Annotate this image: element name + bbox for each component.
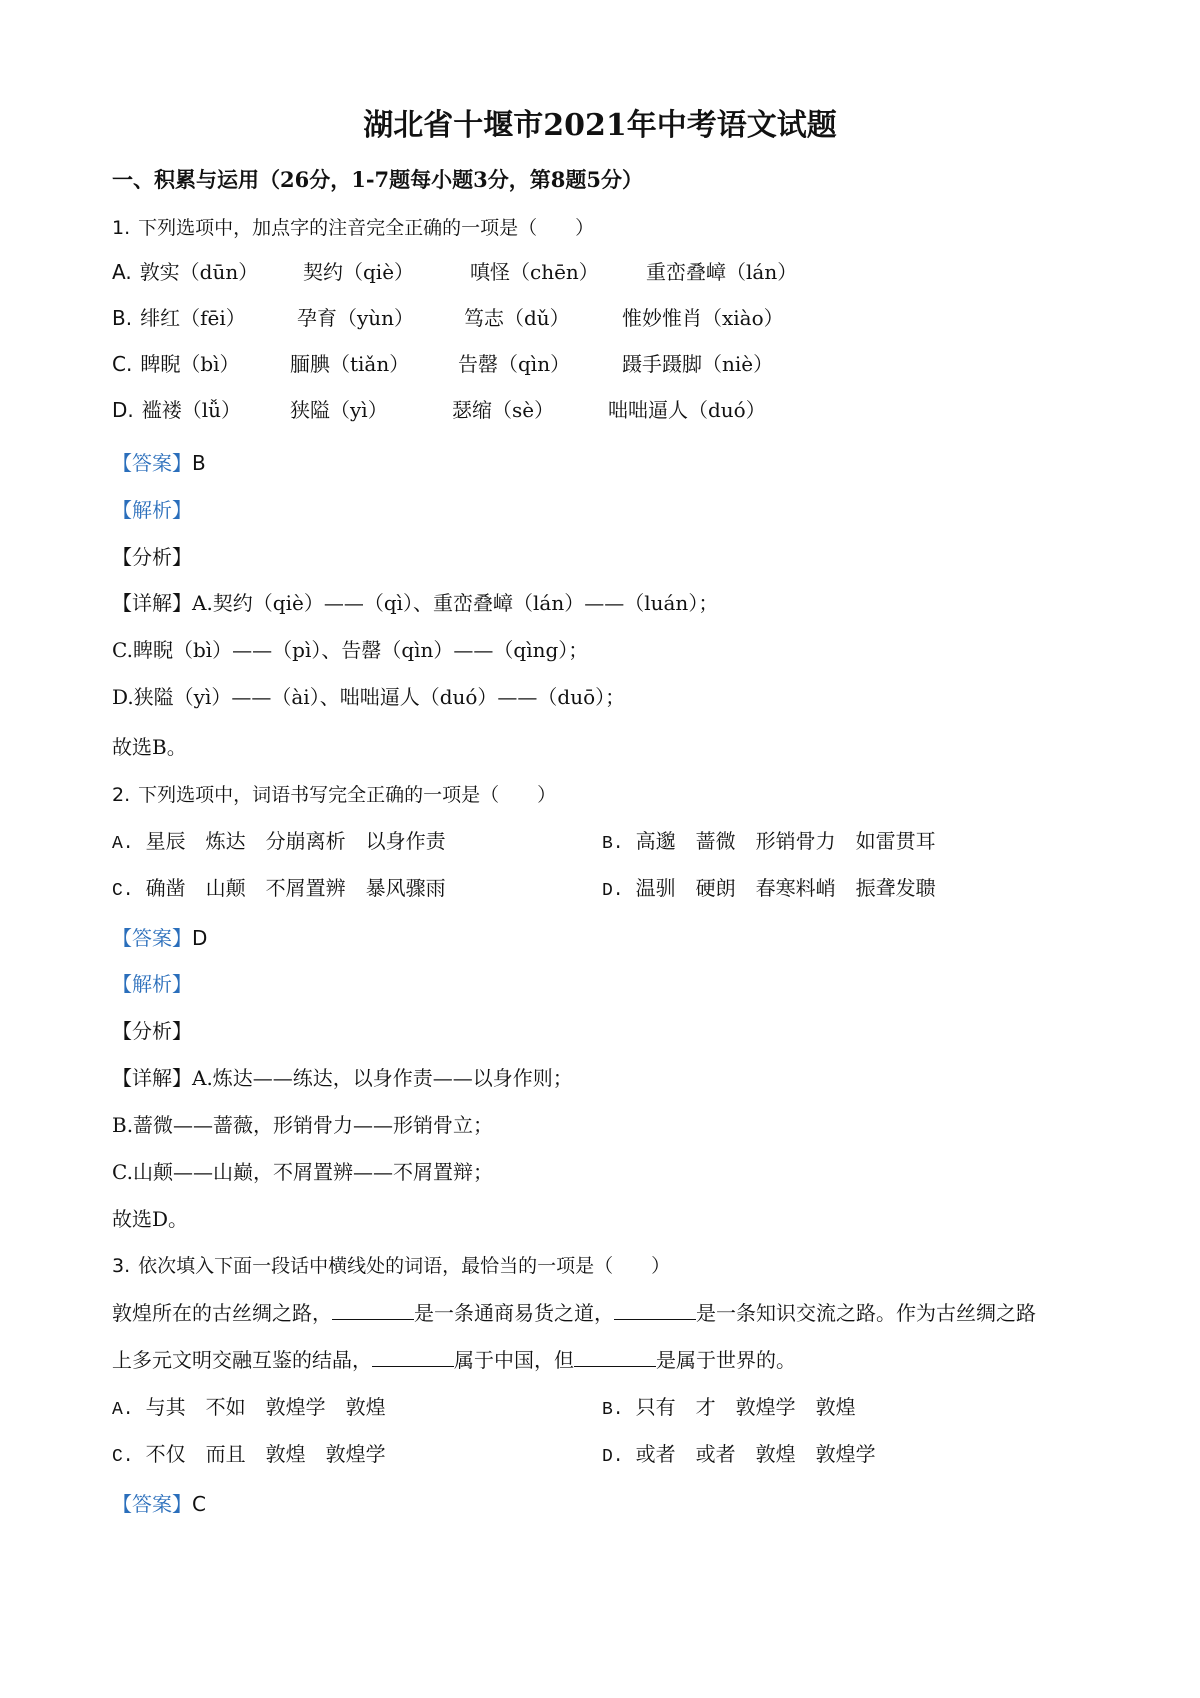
q2-option-d: D. 温驯 硬朗 春寒料峭 振聋发聩 (602, 876, 936, 901)
q1-option-b-item: 孕育（yùn） (297, 306, 415, 330)
q1-option-d-item: 咄咄逼人（duó） (608, 398, 766, 422)
q1-option-c: C. 睥睨（bì） (112, 352, 240, 376)
question-1-stem (112, 214, 594, 242)
q2-detail-2: B.蔷微——蔷薇，形销骨力——形销骨立； (112, 1113, 494, 1137)
q2-analysis-tag: 【解析】 (112, 972, 192, 996)
q1-fenxi-tag: 【分析】 (112, 545, 192, 569)
q1-option-a-item: 重峦叠嶂（lán） (646, 260, 798, 284)
question-2-stem (112, 781, 556, 809)
q3-passage-line-1: 敦煌所在的古丝绸之路， 是一条通商易货之道， 是一条知识交流之路。作为古丝绸之路 (112, 1301, 1036, 1325)
q1-detail-1: 【详解】A.契约（qiè）——（qì）、重峦叠嶂（lán）——（luán）； (112, 591, 719, 615)
fill-blank (372, 1346, 454, 1367)
q2-conclusion: 故选D。 (112, 1207, 189, 1231)
section-heading: 一、积累与运用（26分，1-7题每小题3分，第8题5分） (112, 167, 643, 192)
q1-option-c-item: 蹑手蹑脚（niè） (622, 352, 774, 376)
question-number: 2. (112, 784, 131, 806)
q1-option-a: A. 敦实（dūn） (112, 260, 259, 284)
q1-option-c-item: 腼腆（tiǎn） (290, 352, 410, 376)
fill-blank (614, 1299, 696, 1320)
q2-option-a: A. 星辰 炼达 分崩离析 以身作责 (112, 829, 446, 854)
detail-tag: 【详解】 (112, 1066, 192, 1090)
q3-option-a: A. 与其 不如 敦煌学 敦煌 (112, 1395, 386, 1420)
q1-option-b-item: 惟妙惟肖（xiào） (622, 306, 784, 330)
question-text: 依次填入下面一段话中横线处的词语，最恰当的一项是（ ） (138, 1255, 671, 1277)
q3-option-c: C. 不仅 而且 敦煌 敦煌学 (112, 1442, 386, 1467)
q3-answer (112, 1490, 206, 1518)
question-number: 1. (112, 217, 131, 239)
q1-detail-3: D.狭隘（yì）——（ài）、咄咄逼人（duó）——（duō）； (112, 685, 626, 709)
q2-option-b: B. 高邈 蔷微 形销骨力 如雷贯耳 (602, 829, 936, 854)
question-text: 下列选项中，加点字的注音完全正确的一项是（ ） (138, 217, 595, 239)
q1-option-d: D. 褴褛（lǚ） (112, 398, 242, 422)
answer-value: D (192, 926, 208, 950)
q2-detail-3: C.山颠——山巅，不屑置辨——不屑置辩； (112, 1160, 493, 1184)
detail-tag: 【详解】 (112, 591, 192, 615)
q3-passage-line-2: 上多元文明交融互鉴的结晶， 属于中国，但 是属于世界的。 (112, 1348, 796, 1372)
q2-fenxi-tag: 【分析】 (112, 1019, 192, 1043)
answer-tag: 【答案】 (112, 1492, 192, 1516)
q2-detail-1: 【详解】A.炼达——练达，以身作责——以身作则； (112, 1066, 573, 1090)
fill-blank (574, 1346, 656, 1367)
q1-option-a-item: 嗔怪（chēn） (470, 260, 599, 284)
answer-tag: 【答案】 (112, 451, 192, 475)
page-title: 湖北省十堰市2021年中考语文试题 (363, 108, 837, 143)
q1-detail-2: C.睥睨（bì）——（pì）、告罄（qìn）——（qìng）； (112, 638, 589, 662)
q3-option-d: D. 或者 或者 敦煌 敦煌学 (602, 1442, 876, 1467)
q1-analysis-tag: 【解析】 (112, 498, 192, 522)
answer-value: B (192, 451, 206, 475)
question-text: 下列选项中，词语书写完全正确的一项是（ ） (138, 784, 557, 806)
q2-option-c: C. 确凿 山颠 不屑置辨 暴风骤雨 (112, 876, 446, 901)
answer-value: C (192, 1492, 206, 1516)
fill-blank (332, 1299, 414, 1320)
q1-option-b: B. 绯红（fēi） (112, 306, 246, 330)
q1-option-b-item: 笃志（dǔ） (464, 306, 570, 330)
q1-answer (112, 449, 206, 477)
q3-option-b: B. 只有 才 敦煌学 敦煌 (602, 1395, 856, 1420)
q1-option-d-item: 狭隘（yì） (290, 398, 388, 422)
q1-option-d-item: 瑟缩（sè） (452, 398, 555, 422)
q1-conclusion: 故选B。 (112, 735, 187, 759)
q1-option-c-item: 告罄（qìn） (458, 352, 571, 376)
q1-option-a-item: 契约（qiè） (303, 260, 415, 284)
question-3-stem (112, 1252, 670, 1280)
question-number: 3. (112, 1255, 131, 1277)
q2-answer (112, 924, 207, 952)
answer-tag: 【答案】 (112, 926, 192, 950)
